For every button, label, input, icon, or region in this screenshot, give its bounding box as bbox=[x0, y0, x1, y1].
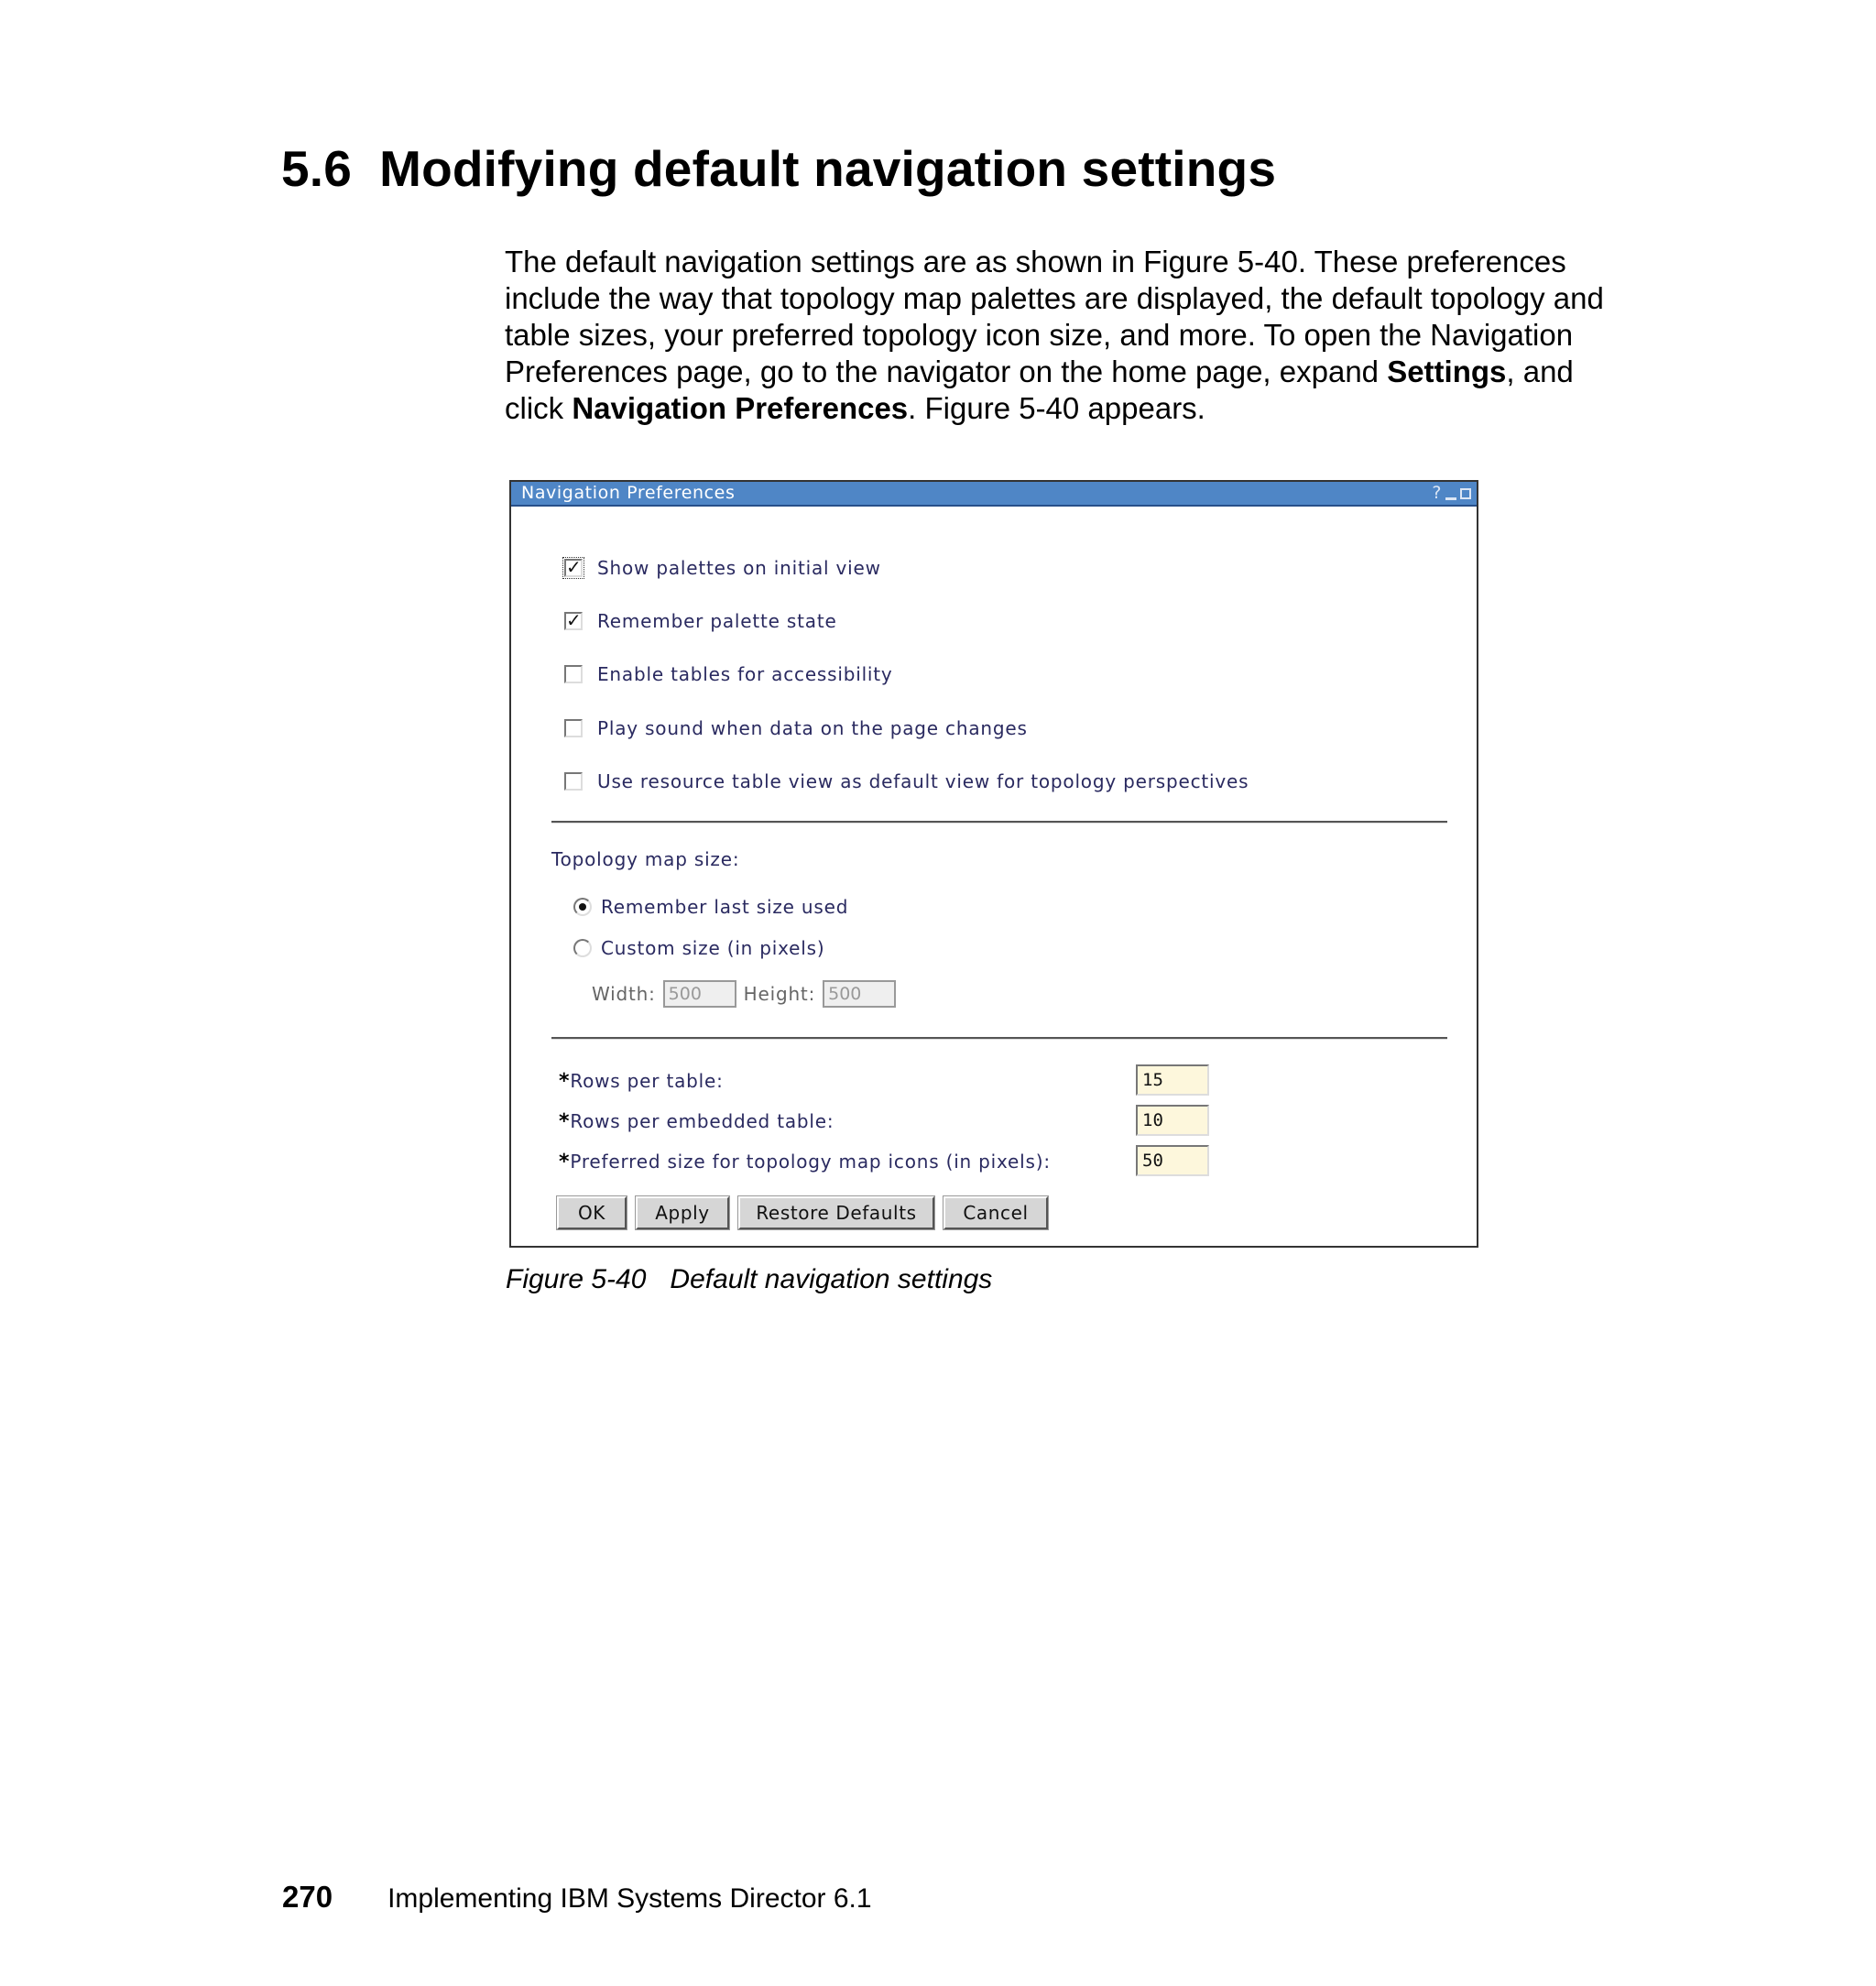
rows-per-embedded-table-input[interactable] bbox=[1136, 1105, 1209, 1136]
figure-caption bbox=[506, 1264, 992, 1295]
field-label bbox=[559, 1110, 834, 1133]
navigation-preferences-window bbox=[509, 480, 1478, 1248]
radio-row-custom-size[interactable] bbox=[573, 937, 824, 959]
titlebar-icons bbox=[1432, 482, 1471, 505]
window-title: Navigation Preferences bbox=[521, 483, 736, 503]
figure-number: Figure 5-40 bbox=[506, 1264, 647, 1294]
checkbox-label: Enable tables for accessibility bbox=[597, 663, 893, 685]
intro-text-1: The default navigation settings are as shown in Figure 5-40. These preferences include the way that topology map palettes are displayed, the default topology and table sizes, your preferred topology icon size, and more. To open the Navigation Preferences page, go to the navigator on the home page, expand bbox=[505, 245, 1604, 388]
checkbox-row-remember-palette[interactable] bbox=[564, 610, 837, 632]
section-heading bbox=[281, 139, 1276, 198]
checkbox-label: Use resource table view as default view for topology perspectives bbox=[597, 770, 1249, 792]
intro-bold-navigation-preferences: Navigation Preferences bbox=[572, 391, 909, 425]
checkbox-row-accessibility[interactable] bbox=[564, 663, 893, 685]
radio-selected-dot bbox=[579, 903, 586, 911]
intro-paragraph bbox=[505, 244, 1631, 427]
divider bbox=[551, 821, 1447, 824]
rows-per-embedded-table-row bbox=[559, 1105, 1200, 1138]
required-marker: * bbox=[559, 1151, 571, 1173]
checkbox-accessibility[interactable] bbox=[564, 665, 583, 683]
rows-per-table-row bbox=[559, 1064, 1200, 1097]
topology-map-size-label: Topology map size: bbox=[551, 848, 740, 870]
button-bar bbox=[557, 1196, 1070, 1229]
intro-text-2: , and click bbox=[505, 355, 1574, 425]
checkbox-remember-palette[interactable]: ✓ bbox=[566, 609, 583, 631]
field-label bbox=[559, 1070, 724, 1093]
rows-per-embedded-table-label: Rows per embedded table: bbox=[570, 1110, 834, 1132]
checkbox-row-show-palettes[interactable] bbox=[564, 557, 881, 579]
icon-size-row bbox=[559, 1145, 1200, 1178]
checkbox-row-play-sound[interactable] bbox=[564, 717, 1028, 739]
field-label bbox=[559, 1151, 1051, 1173]
required-marker: * bbox=[559, 1070, 571, 1093]
radio-row-remember-last-size[interactable] bbox=[573, 896, 848, 918]
checkbox-label: Play sound when data on the page changes bbox=[597, 717, 1028, 739]
divider bbox=[551, 1037, 1447, 1040]
checkbox-label: Show palettes on initial view bbox=[597, 557, 881, 579]
icon-size-input[interactable] bbox=[1136, 1145, 1209, 1176]
section-number: 5.6 bbox=[281, 140, 353, 197]
radio-label: Custom size (in pixels) bbox=[601, 937, 825, 959]
custom-size-fields bbox=[592, 980, 903, 1008]
figure-caption-text: Default navigation settings bbox=[670, 1264, 993, 1294]
checkbox-resource-table-view[interactable] bbox=[564, 772, 583, 791]
radio-label: Remember last size used bbox=[601, 896, 849, 918]
intro-bold-settings: Settings bbox=[1387, 355, 1507, 388]
page-number: 270 bbox=[282, 1880, 333, 1914]
icon-size-label: Preferred size for topology map icons (in pixels): bbox=[570, 1151, 1051, 1173]
help-icon[interactable]: ? bbox=[1432, 483, 1442, 503]
restore-defaults-button[interactable]: Restore Defaults bbox=[738, 1196, 934, 1229]
section-title: Modifying default navigation settings bbox=[379, 140, 1277, 197]
checkbox-show-palettes[interactable]: ✓ bbox=[566, 556, 583, 578]
maximize-icon[interactable] bbox=[1460, 488, 1471, 499]
height-input[interactable] bbox=[823, 980, 896, 1008]
ok-button[interactable]: OK bbox=[557, 1196, 627, 1229]
checkbox-label: Remember palette state bbox=[597, 610, 837, 632]
intro-text-3: . Figure 5-40 appears. bbox=[908, 391, 1205, 425]
apply-button[interactable]: Apply bbox=[636, 1196, 729, 1229]
width-input[interactable] bbox=[663, 980, 736, 1008]
radio-custom-size[interactable] bbox=[573, 939, 592, 957]
width-label: Width: bbox=[592, 983, 656, 1005]
checkbox-play-sound[interactable] bbox=[564, 719, 583, 737]
book-title: Implementing IBM Systems Director 6.1 bbox=[387, 1883, 872, 1914]
rows-per-table-label: Rows per table: bbox=[570, 1070, 724, 1092]
checkbox-row-resource-table-view[interactable] bbox=[564, 770, 1249, 792]
radio-remember-last-size[interactable] bbox=[573, 898, 592, 916]
cancel-button[interactable]: Cancel bbox=[943, 1196, 1048, 1229]
minimize-icon[interactable] bbox=[1445, 497, 1456, 500]
required-marker: * bbox=[559, 1110, 571, 1133]
rows-per-table-input[interactable] bbox=[1136, 1064, 1209, 1096]
height-label: Height: bbox=[743, 983, 816, 1005]
page-footer bbox=[282, 1880, 872, 1915]
window-titlebar bbox=[511, 482, 1477, 507]
